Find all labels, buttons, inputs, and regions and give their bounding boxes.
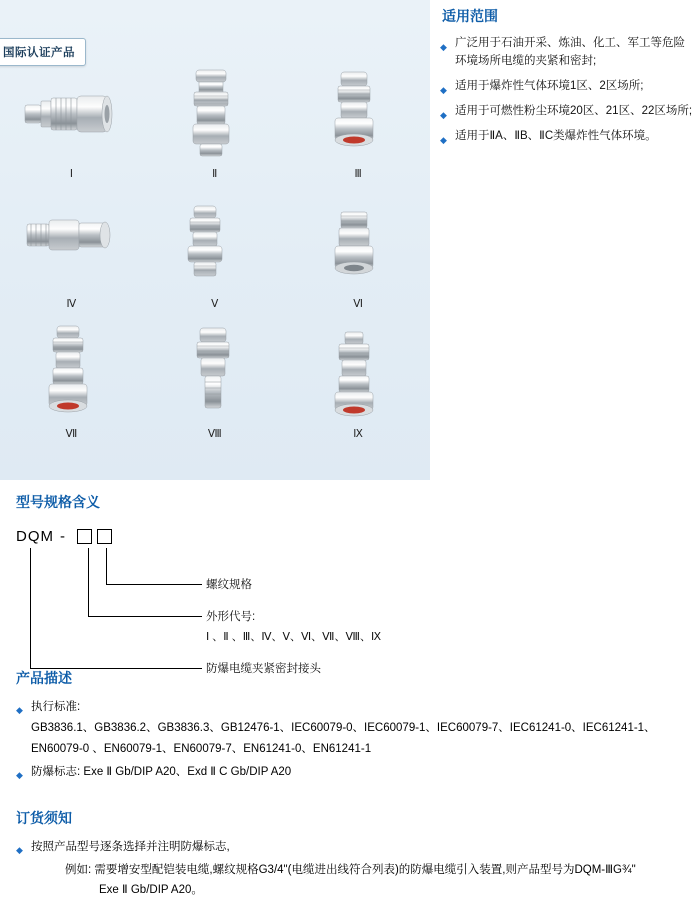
product-caption: Ⅳ — [66, 298, 77, 310]
diamond-bullet-icon: ◆ — [16, 770, 23, 780]
cable-gland-icon — [294, 194, 422, 294]
cable-gland-icon — [8, 324, 136, 424]
order-notice-list — [0, 838, 700, 900]
cable-gland-icon — [294, 324, 422, 424]
order-example-label: 例如: — [65, 864, 92, 876]
model-code-section — [0, 492, 700, 692]
scope-item-text: 适用于ⅡA、ⅡB、ⅡC类爆炸性气体环境。 — [455, 130, 657, 142]
product-row — [0, 50, 430, 180]
product-caption: Ⅶ — [65, 428, 78, 440]
standard-line-1: GB3836.1、GB3836.2、GB3836.3、GB12476-1、IEC60079-0、IEC60079-1、IEC60079-7、IEC61241-0、IEC61241-1、 — [31, 722, 656, 734]
product-caption: Ⅰ — [69, 168, 74, 180]
model-code-diagram — [0, 522, 700, 692]
model-code-box-thread — [97, 529, 112, 544]
order-item-text: 按照产品型号逐条选择并注明防爆标志, — [31, 841, 230, 853]
scope-item-text: 适用于爆炸性气体环境1区、2区场所; — [455, 80, 644, 92]
product-item — [294, 64, 422, 180]
product-grid — [0, 50, 430, 440]
certification-badge: 国际认证产品 — [0, 38, 86, 66]
list-item — [16, 698, 684, 759]
model-code-prefix: DQM — [16, 528, 54, 545]
product-caption: Ⅵ — [353, 298, 364, 310]
scope-section — [440, 0, 696, 152]
diamond-bullet-icon: ◆ — [440, 135, 447, 145]
product-item — [8, 324, 136, 440]
list-item — [16, 838, 684, 900]
model-code-dash: - — [60, 528, 66, 545]
order-notice-title: 订货须知 — [16, 810, 72, 826]
product-caption: Ⅲ — [354, 168, 363, 180]
cable-gland-icon — [151, 324, 279, 424]
product-caption: Ⅴ — [211, 298, 219, 310]
list-item — [440, 102, 696, 120]
cable-gland-icon — [8, 194, 136, 294]
explosion-mark-label: 防爆标志: — [31, 766, 81, 778]
product-row — [0, 180, 430, 310]
list-item — [16, 763, 684, 782]
scope-item-text: 适用于可燃性粉尘环境20区、21区、22区场所; — [455, 105, 693, 117]
label-thread-spec: 螺纹规格 — [206, 579, 252, 591]
description-section — [0, 668, 700, 786]
scope-list — [440, 34, 696, 145]
description-list — [0, 698, 700, 782]
product-row — [0, 310, 430, 440]
cable-gland-icon — [8, 64, 136, 164]
order-notice-section — [0, 808, 700, 900]
order-example-line-1 — [65, 860, 684, 880]
model-code-line — [16, 528, 112, 545]
scope-item-text: 广泛用于石油开采、炼油、化工、军工等危险环境场所电缆的夹紧和密封; — [455, 37, 685, 67]
label-shape-code-title: 外形代号: — [206, 611, 256, 623]
product-image-panel — [0, 0, 430, 480]
diamond-bullet-icon: ◆ — [440, 85, 447, 95]
list-item — [440, 34, 696, 70]
label-product-name: 防爆电缆夹紧密封接头 — [206, 663, 321, 675]
order-example-text: 需要增安型配铠装电缆,螺纹规格G3/4"(电缆进出线符合列表)的防爆电缆引入装置,则产品型号为DQM-ⅢG¾" — [94, 864, 636, 876]
label-shape-code-values: Ⅰ 、Ⅱ 、Ⅲ、Ⅳ、Ⅴ、Ⅵ、Ⅶ、Ⅷ、Ⅸ — [206, 631, 382, 643]
scope-title: 适用范围 — [442, 8, 498, 24]
cable-gland-icon — [151, 194, 279, 294]
product-item — [151, 324, 279, 440]
product-item — [294, 194, 422, 310]
product-caption: Ⅱ — [212, 168, 218, 180]
cable-gland-icon — [294, 64, 422, 164]
model-code-box-shape — [77, 529, 92, 544]
diamond-bullet-icon: ◆ — [440, 42, 447, 52]
standard-label: 执行标准: — [31, 701, 81, 713]
diamond-bullet-icon: ◆ — [440, 110, 447, 120]
product-item — [294, 324, 422, 440]
standard-line-2: EN60079-0 、EN60079-1、EN60079-7、EN61241-0、EN61241-1 — [31, 743, 372, 755]
diamond-bullet-icon: ◆ — [16, 845, 23, 855]
product-item — [151, 64, 279, 180]
product-item — [8, 64, 136, 180]
model-code-title: 型号规格含义 — [16, 494, 100, 510]
leader-line-product — [30, 548, 202, 669]
diamond-bullet-icon: ◆ — [16, 705, 23, 715]
description-title: 产品描述 — [16, 670, 72, 686]
order-example-line-2: Exe Ⅱ Gb/DIP A20。 — [99, 884, 203, 896]
cable-gland-icon — [151, 64, 279, 164]
product-caption: Ⅷ — [207, 428, 223, 440]
list-item — [440, 127, 696, 145]
product-item — [8, 194, 136, 310]
product-caption: Ⅸ — [353, 428, 364, 440]
list-item — [440, 77, 696, 95]
explosion-mark-value: Exe Ⅱ Gb/DIP A20、Exd Ⅱ C Gb/DIP A20 — [83, 766, 292, 778]
product-item — [151, 194, 279, 310]
